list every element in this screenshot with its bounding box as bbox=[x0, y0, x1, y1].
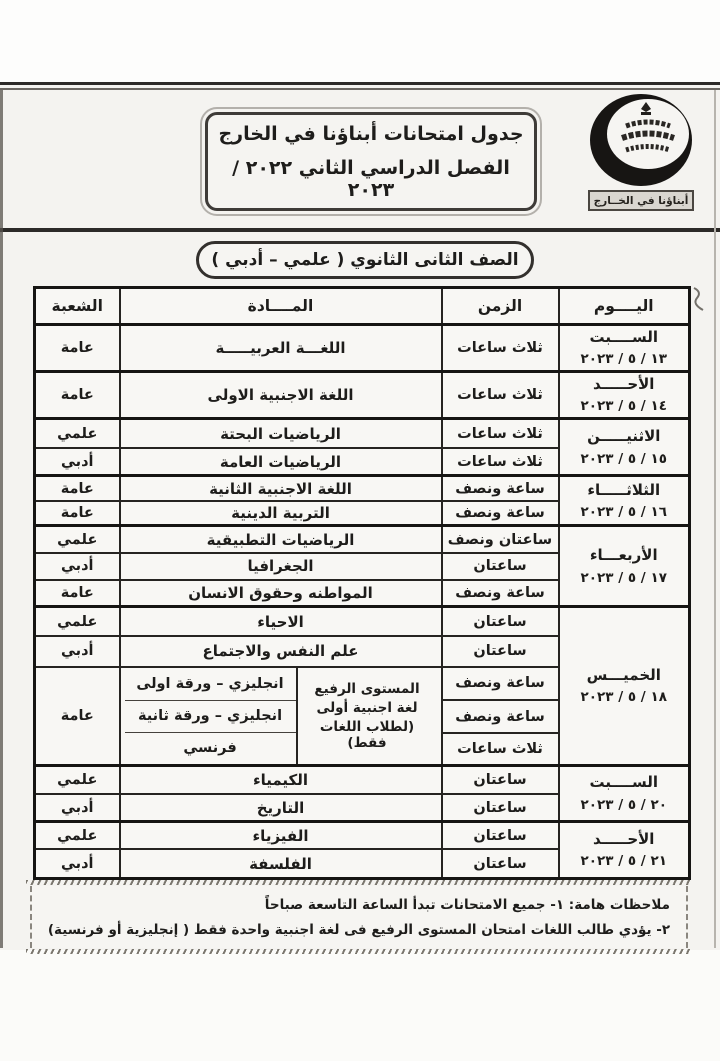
notes-hatch-border-bottom bbox=[26, 949, 692, 954]
title-line-2: الفصل الدراسي الثاني ٢٠٢٢ / ٢٠٢٣ bbox=[232, 156, 510, 201]
time-cell: ساعتان ونصف bbox=[442, 526, 559, 553]
subject-cell: علم النفس والاجتماع bbox=[120, 636, 442, 667]
subject-cell: الرياضيات العامة bbox=[120, 448, 442, 476]
section-cell: عامة bbox=[35, 501, 120, 526]
scan-artifact-mark bbox=[690, 286, 708, 312]
subject-cell: الاحياء bbox=[120, 607, 442, 636]
time-cell: ثلاث ساعات bbox=[442, 733, 559, 765]
subject-cell: اللغة الاجنبية الثانية bbox=[120, 476, 442, 501]
horizontal-divider-under-title bbox=[0, 228, 720, 232]
section-cell: أدبي bbox=[35, 636, 120, 667]
time-cell: ساعتان bbox=[442, 553, 559, 580]
language-subjects-grid bbox=[125, 668, 437, 764]
subject-cell: انجليزي – ورقة اولى bbox=[136, 675, 284, 692]
section-cell: عامة bbox=[35, 325, 120, 372]
ministry-emblem-icon bbox=[588, 92, 700, 188]
high-level-language-label: المستوى الرفيع لغة اجنبية أولى (لطلاب اللغات فقط) bbox=[296, 668, 437, 764]
scan-top-margin bbox=[0, 0, 720, 82]
section-cell: علمي bbox=[35, 419, 120, 448]
section-cell: أدبي bbox=[35, 553, 120, 580]
table-row bbox=[35, 821, 690, 849]
time-cell: ساعة ونصف bbox=[442, 700, 559, 733]
table-row bbox=[35, 526, 690, 553]
time-cell: ثلاث ساعات bbox=[442, 448, 559, 476]
table-row bbox=[35, 765, 690, 794]
page-title-box bbox=[205, 112, 537, 211]
section-cell: أدبي bbox=[35, 849, 120, 878]
table-row bbox=[35, 325, 690, 372]
time-cell: ساعتان bbox=[442, 821, 559, 849]
day-cell: الثلاثـــــاء ١٦ / ٥ / ٢٠٢٣ bbox=[559, 476, 690, 526]
table-row bbox=[35, 476, 690, 501]
time-cell: ساعة ونصف bbox=[442, 580, 559, 607]
section-cell: عامة bbox=[35, 580, 120, 607]
subject-cell: الجغرافيا bbox=[120, 553, 442, 580]
time-cell: ثلاث ساعات bbox=[442, 325, 559, 372]
time-cell: ساعتان bbox=[442, 607, 559, 636]
grade-banner: الصف الثانى الثانوي ( علمي – أدبي ) bbox=[196, 241, 534, 279]
time-cell: ثلاث ساعات bbox=[442, 419, 559, 448]
time-cell: ساعة ونصف bbox=[442, 501, 559, 526]
exam-schedule-table bbox=[33, 286, 691, 880]
table-header-row bbox=[35, 288, 690, 325]
time-cell: ساعتان bbox=[442, 636, 559, 667]
time-cell: ساعتان bbox=[442, 765, 559, 794]
language-subjects-cell bbox=[120, 667, 442, 766]
section-cell: علمي bbox=[35, 821, 120, 849]
section-cell: أدبي bbox=[35, 794, 120, 821]
subject-cell: التاريخ bbox=[120, 794, 442, 821]
note-line-1: ملاحظات هامة: ١- جميع الامتحانات تبدأ الساعة التاسعة صباحاً bbox=[264, 896, 670, 913]
notes-box bbox=[30, 886, 688, 948]
day-cell: الأحـــــد ٢١ / ٥ / ٢٠٢٣ bbox=[559, 821, 690, 878]
section-cell: عامة bbox=[35, 476, 120, 501]
horizontal-divider-top bbox=[0, 82, 720, 90]
section-cell: أدبي bbox=[35, 448, 120, 476]
time-cell: ساعة ونصف bbox=[442, 476, 559, 501]
table-row bbox=[35, 372, 690, 419]
header-day: اليــــوم bbox=[559, 288, 690, 325]
time-cell: ساعتان bbox=[442, 794, 559, 821]
subject-cell: الفيزياء bbox=[120, 821, 442, 849]
time-cell: ساعة ونصف bbox=[442, 667, 559, 700]
section-cell: عامة bbox=[35, 667, 120, 766]
subject-cell: الكيمياء bbox=[120, 765, 442, 794]
section-cell: علمي bbox=[35, 607, 120, 636]
subject-cell: الفلسفة bbox=[120, 849, 442, 878]
subject-cell: اللغـــة العربيـــــة bbox=[120, 325, 442, 372]
subject-cell: فرنسي bbox=[125, 732, 296, 764]
section-cell: عامة bbox=[35, 372, 120, 419]
day-cell: الســــبت ٢٠ / ٥ / ٢٠٢٣ bbox=[559, 765, 690, 821]
notes-hatch-border-top bbox=[26, 880, 692, 885]
day-cell: الأربعـــاء ١٧ / ٥ / ٢٠٢٣ bbox=[559, 526, 690, 607]
subject-cell: انجليزي – ورقة ثانية bbox=[125, 700, 296, 732]
header-time: الزمن bbox=[442, 288, 559, 325]
scan-bottom-margin bbox=[0, 950, 720, 1061]
note-line-2: ٢- يؤدي طالب اللغات امتحان المستوى الرفيع فى لغة اجنبية واحدة فقط ( إنجليزية أو فرنسية) bbox=[47, 921, 671, 938]
day-cell: الخميـــس ١٨ / ٥ / ٢٠٢٣ bbox=[559, 607, 690, 766]
subject-cell: الرياضيات البحتة bbox=[120, 419, 442, 448]
section-cell: علمي bbox=[35, 765, 120, 794]
scan-left-edge-line bbox=[0, 90, 3, 948]
subject-cell: المواطنه وحقوق الانسان bbox=[120, 580, 442, 607]
time-cell: ساعتان bbox=[442, 849, 559, 878]
title-line-1: جدول امتحانات أبناؤنا في الخارج bbox=[218, 122, 524, 145]
day-cell: الأحـــــد ١٤ / ٥ / ٢٠٢٣ bbox=[559, 372, 690, 419]
section-cell: علمي bbox=[35, 526, 120, 553]
header-section: الشعبة bbox=[35, 288, 120, 325]
day-cell: الاثنيـــــن ١٥ / ٥ / ٢٠٢٣ bbox=[559, 419, 690, 476]
ministry-emblem bbox=[588, 92, 700, 214]
table-row bbox=[35, 419, 690, 448]
subject-cell: اللغة الاجنبية الاولى bbox=[120, 372, 442, 419]
time-cell: ثلاث ساعات bbox=[442, 372, 559, 419]
table-row bbox=[35, 607, 690, 636]
day-cell: الســــبت ١٣ / ٥ / ٢٠٢٣ bbox=[559, 325, 690, 372]
emblem-caption: أبناؤنا في الخــارج bbox=[588, 190, 694, 211]
header-subject: المــــادة bbox=[120, 288, 442, 325]
scan-right-edge-line bbox=[714, 90, 716, 948]
subject-cell: الرياضيات التطبيقية bbox=[120, 526, 442, 553]
subject-cell: التربية الدينية bbox=[120, 501, 442, 526]
